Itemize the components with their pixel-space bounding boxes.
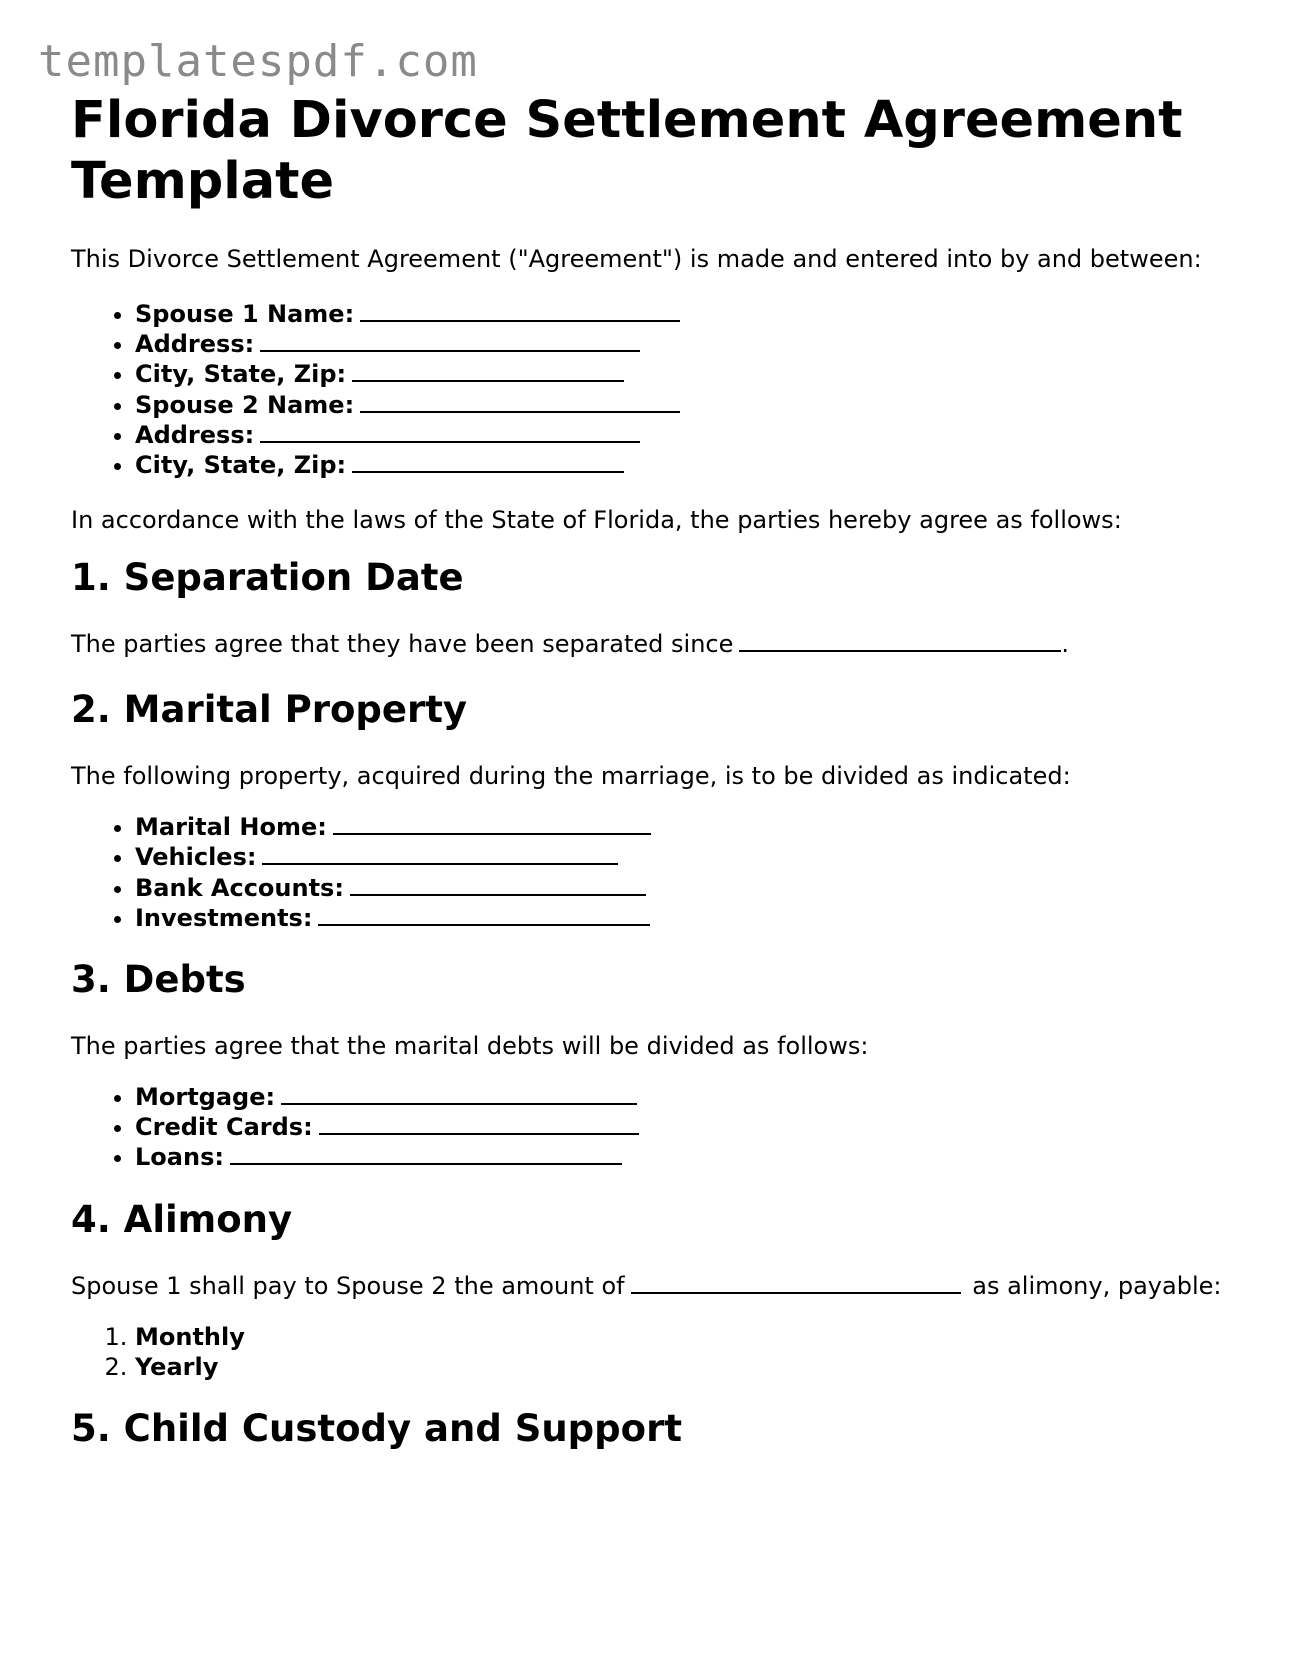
alimony-paragraph	[71, 1271, 1231, 1301]
field-label: Marital Home:	[135, 813, 327, 842]
field-label: Loans:	[135, 1143, 224, 1172]
separation-paragraph	[71, 629, 1231, 659]
field-label: Vehicles:	[135, 843, 257, 872]
property-list	[71, 812, 1231, 933]
loans-blank[interactable]	[230, 1143, 622, 1165]
separation-period: .	[1061, 630, 1070, 659]
investments-blank[interactable]	[318, 904, 650, 926]
field-label: Address:	[135, 330, 255, 359]
property-paragraph: The following property, acquired during the marriage, is to be divided as indicated:	[71, 762, 1071, 791]
field-label: Spouse 2 Name:	[135, 390, 355, 419]
bank-accounts-blank[interactable]	[350, 874, 646, 896]
list-item	[135, 450, 1231, 480]
field-label: Investments:	[135, 903, 313, 932]
field-label: Credit Cards:	[135, 1113, 313, 1142]
field-label: Spouse 1 Name:	[135, 300, 355, 328]
field-label: Mortgage:	[135, 1083, 276, 1112]
spouse1-city-blank[interactable]	[352, 360, 624, 382]
list-item	[135, 1142, 1231, 1172]
list-item	[135, 359, 1231, 389]
list-item	[135, 903, 1231, 933]
list-item	[135, 1082, 1231, 1112]
document-page	[71, 90, 1231, 1480]
list-item	[135, 842, 1231, 872]
separation-date-blank[interactable]	[739, 630, 1061, 652]
list-item	[135, 390, 1231, 420]
list-item	[135, 1322, 1231, 1352]
list-item	[135, 420, 1231, 450]
watermark: templatespdf.com	[38, 36, 478, 87]
section-heading-custody: 5. Child Custody and Support	[71, 1407, 683, 1451]
section-heading-property: 2. Marital Property	[71, 688, 468, 732]
document-title: Florida Divorce Settlement Agreement Template	[71, 91, 1183, 211]
mortgage-blank[interactable]	[281, 1083, 637, 1105]
list-item	[135, 1112, 1231, 1142]
marital-home-blank[interactable]	[333, 813, 651, 835]
alimony-text: Spouse 1 shall pay to Spouse 2 the amount of	[71, 1271, 625, 1300]
list-item	[135, 812, 1231, 842]
section-heading-debts: 3. Debts	[71, 958, 246, 1002]
section-heading-separation: 1. Separation Date	[71, 556, 464, 600]
spouse2-address-blank[interactable]	[260, 421, 640, 443]
field-label: Bank Accounts:	[135, 873, 344, 902]
intro-paragraph: This Divorce Settlement Agreement ("Agreement") is made and entered into by and between:	[71, 245, 1202, 273]
spouse2-name-blank[interactable]	[360, 391, 680, 413]
list-item	[135, 299, 1231, 329]
field-label: City, State, Zip:	[135, 451, 347, 480]
option-label: Monthly	[135, 1322, 245, 1351]
credit-cards-blank[interactable]	[319, 1113, 639, 1135]
spouse1-name-blank[interactable]	[360, 300, 680, 322]
list-item	[135, 329, 1231, 359]
list-item	[135, 873, 1231, 903]
debts-paragraph: The parties agree that the marital debts will be divided as follows:	[71, 1032, 869, 1061]
option-label: Yearly	[135, 1352, 219, 1381]
accordance-paragraph: In accordance with the laws of the State of Florida, the parties hereby agree as follows:	[71, 506, 1122, 535]
list-item	[135, 1352, 1231, 1382]
field-label: Address:	[135, 420, 255, 449]
section-heading-alimony: 4. Alimony	[71, 1197, 293, 1241]
alimony-text-after: as alimony, payable:	[972, 1271, 1222, 1300]
alimony-options	[71, 1322, 1231, 1382]
parties-list	[71, 299, 1231, 480]
alimony-amount-blank[interactable]	[631, 1272, 961, 1294]
spouse1-address-blank[interactable]	[260, 330, 640, 352]
field-label: City, State, Zip:	[135, 360, 347, 389]
vehicles-blank[interactable]	[262, 843, 618, 865]
debts-list	[71, 1082, 1231, 1173]
separation-text: The parties agree that they have been separated since	[71, 630, 734, 659]
spouse2-city-blank[interactable]	[352, 451, 624, 473]
